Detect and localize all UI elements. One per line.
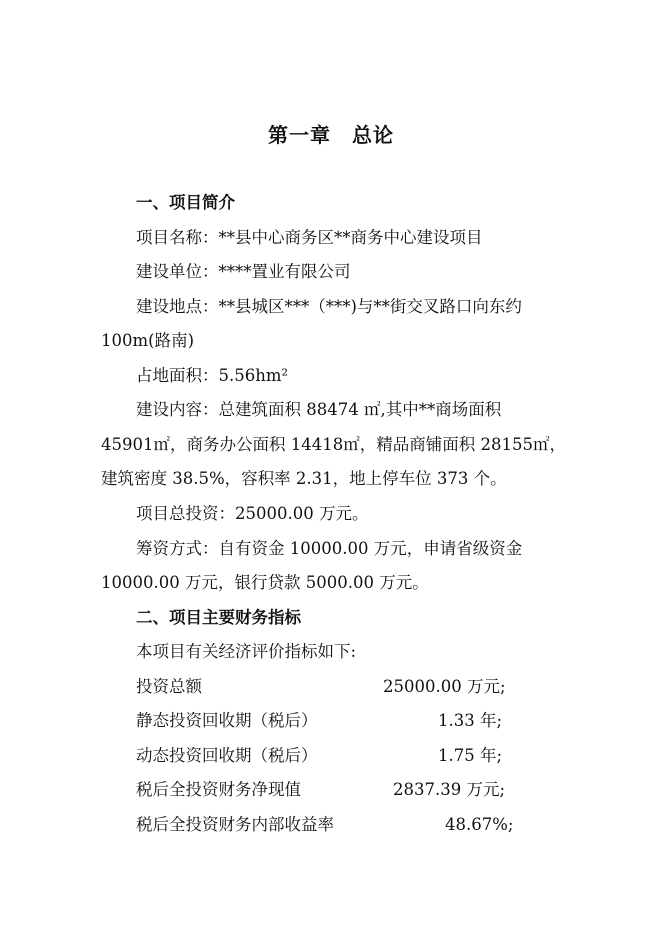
indicator-label: 税后全投资财务内部收益率 bbox=[136, 815, 334, 834]
paragraph-line: 筹资方式：自有资金 10000.00 万元，申请省级资金 bbox=[136, 539, 523, 558]
indicator-label: 静态投资回收期（税后） bbox=[136, 711, 318, 730]
paragraph-line: 本项目有关经济评价指标如下: bbox=[136, 642, 357, 661]
paragraph-line: 建设地点：**县城区***（***)与**街交叉路口向东约 bbox=[136, 297, 522, 316]
paragraph-line: 建设内容：总建筑面积 88474 ㎡,其中**商场面积 bbox=[136, 400, 502, 419]
indicator-value: 25000.00 万元; bbox=[383, 677, 506, 696]
paragraph-line: 项目名称：**县中心商务区**商务中心建设项目 bbox=[136, 228, 483, 247]
paragraph-line: 10000.00 万元，银行贷款 5000.00 万元。 bbox=[101, 573, 429, 592]
indicator-value: 1.33 年; bbox=[438, 711, 503, 730]
paragraph-line: 建筑密度 38.5%，容积率 2.31，地上停车位 373 个。 bbox=[101, 469, 507, 488]
paragraph-line: 100m(路南) bbox=[101, 331, 195, 350]
indicator-value: 48.67%; bbox=[445, 815, 514, 834]
paragraph-line: 占地面积：5.56hm² bbox=[136, 366, 289, 385]
indicator-label: 投资总额 bbox=[136, 677, 202, 696]
section-heading: 二、项目主要财务指标 bbox=[136, 608, 301, 627]
indicator-value: 2837.39 万元; bbox=[393, 780, 506, 799]
paragraph-line: 建设单位：****置业有限公司 bbox=[136, 262, 351, 281]
chapter-title: 第一章 总论 bbox=[268, 123, 394, 147]
paragraph-line: 项目总投资：25000.00 万元。 bbox=[136, 504, 369, 523]
section-heading: 一、项目简介 bbox=[136, 193, 235, 212]
paragraph-line: 45901㎡，商务办公面积 14418㎡，精品商铺面积 28155㎡， bbox=[101, 435, 566, 454]
indicator-label: 动态投资回收期（税后） bbox=[136, 746, 318, 765]
indicator-label: 税后全投资财务净现值 bbox=[136, 780, 301, 799]
indicator-value: 1.75 年; bbox=[438, 746, 503, 765]
